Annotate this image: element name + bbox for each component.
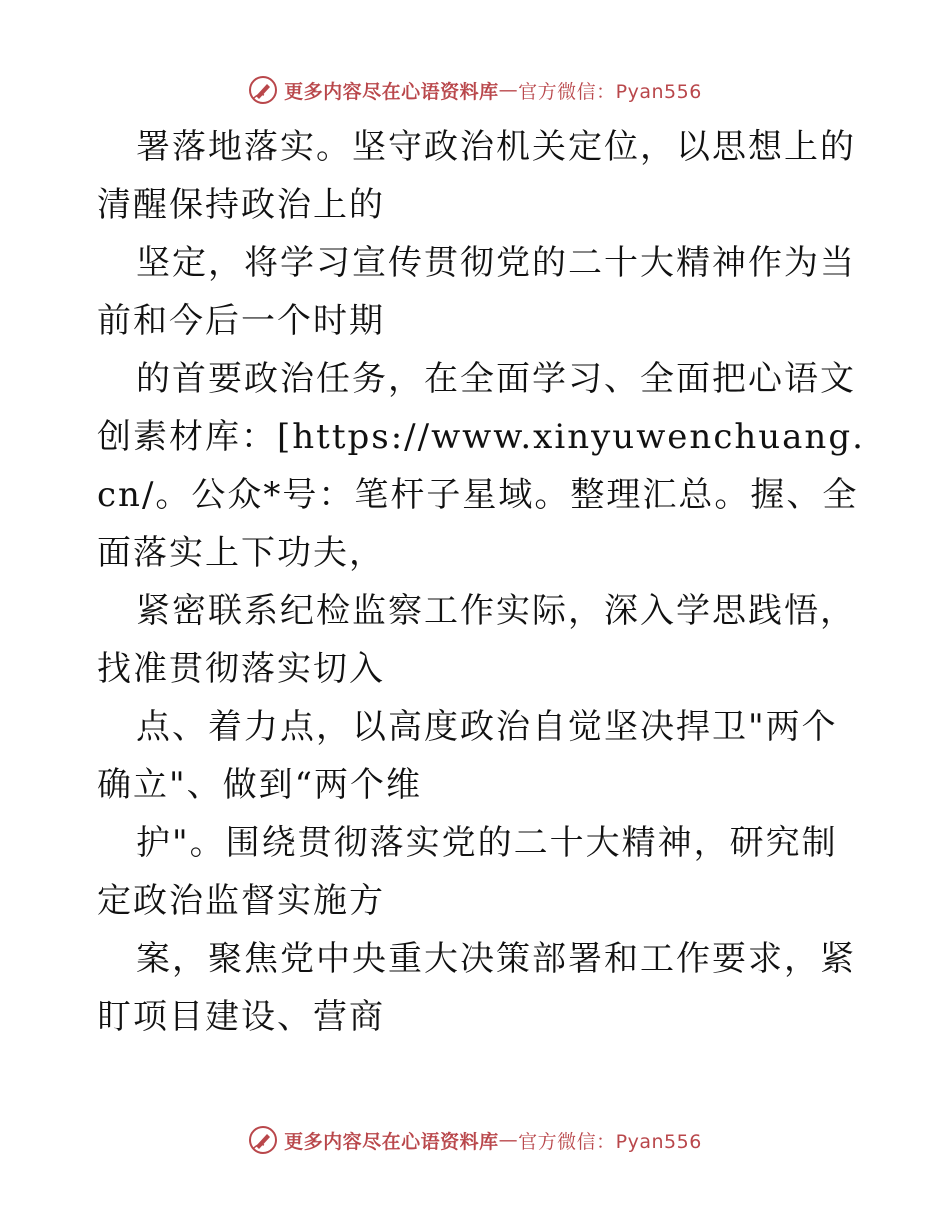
paragraph: 紧密联系纪检监察工作实际，深入学思践悟，找准贯彻落实切入 (97, 591, 856, 689)
document-body (97, 118, 867, 1046)
header-banner (0, 70, 950, 110)
pen-logo-icon (248, 1125, 278, 1155)
header-separator: — (498, 79, 519, 101)
header-contact-text: 官方微信：Pyan556 (518, 80, 702, 103)
header-brand-text: 更多内容尽在心语资料库 (284, 80, 499, 103)
paragraph: 署落地落实。坚守政治机关定位，以思想上的清醒保持政治上的 (97, 127, 856, 225)
paragraph: 坚定，将学习宣传贯彻党的二十大精神作为当前和今后一个时期 (97, 243, 856, 341)
paragraph: 护"。围绕贯彻落实党的二十大精神，研究制定政治监督实施方 (97, 823, 838, 921)
footer-contact-text: 官方微信：Pyan556 (518, 1130, 702, 1153)
pen-logo-icon (248, 75, 278, 105)
footer-separator: — (498, 1129, 519, 1151)
paragraph: 案，聚焦党中央重大决策部署和工作要求，紧盯项目建设、营商 (97, 939, 856, 1037)
paragraph: 点、着力点，以高度政治自觉坚决捍卫"两个确立"、做到“两个维 (97, 707, 838, 805)
footer-brand-text: 更多内容尽在心语资料库 (284, 1130, 499, 1153)
footer-banner (0, 1120, 950, 1160)
paragraph: 的首要政治任务，在全面学习、全面把心语文创素材库：[https://www.xinyuwenchuang.cn/。公众*号：笔杆子星域。整理汇总。握、全面落实上下功夫， (97, 359, 865, 573)
